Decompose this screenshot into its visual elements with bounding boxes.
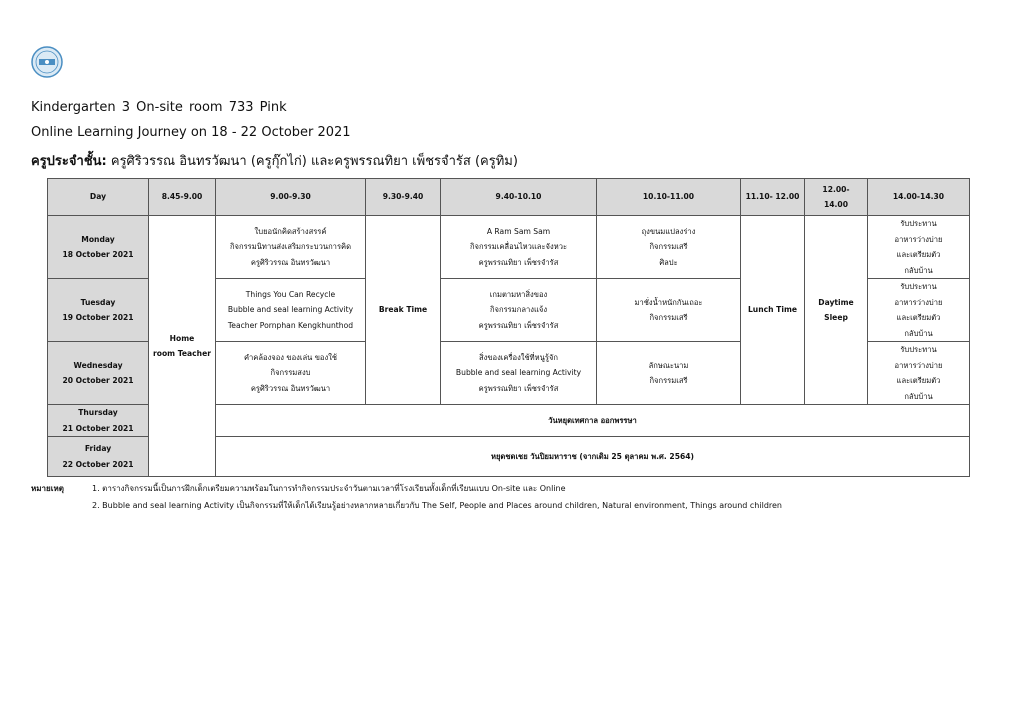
lunch-cell: Lunch Time [741,216,805,405]
header-day: Day [48,179,149,216]
header-0930: 9.30-9.40 [366,179,441,216]
mon-0940: A Ram Sam Sam กิจกรรมเคลื่อนไหวและจังหวะ ครูพรรณทิยา เพ็ชรจำรัส [441,216,597,279]
break-cell: Break Time [366,216,441,405]
header-0940: 9.40-10.10 [441,179,597,216]
tue-0900: Things You Can Recycle Bubble and seal learning Activity Teacher Pornphan Kengkhunthod [216,279,366,342]
header-1400: 14.00-14.30 [868,179,970,216]
header-1010: 10.10-11.00 [597,179,741,216]
tue-1010: มาชั่งน้ำหนักกันเถอะ กิจกรรมเสรี [597,279,741,342]
friday-holiday: หยุดชดเชย วันปิยมหาราช (จากเดิม 25 ตุลาคม พ.ศ. 2564) [216,437,970,477]
header-0845: 8.45-9.00 [149,179,216,216]
teacher-label: ครูประจำชั้น: [31,154,107,169]
note-1: 1. ตารางกิจกรรมนี้เป็นการฝึกเด็กเตรียมความพร้อมในการทำกิจกรรมประจำวันตามเวลาที่โรงเรียนทั้งเด็กที่เรียนแบบ On-site และ Online [92,484,566,493]
notes-label: หมายเหตุ [31,484,64,493]
wed-1400: รับประทาน อาหารว่างบ่าย และเตรียมตัว กลับบ้าน [868,342,970,405]
teacher-names: ครูศิริวรรณ อินทรวัฒนา (ครูกุ๊กไก่) และครูพรรณทิยา เพ็ชรจำรัส (ครูทิม) [110,154,518,169]
thursday-holiday: วันหยุดเทศกาล ออกพรรษา [216,405,970,437]
tue-1400: รับประทาน อาหารว่างบ่าย และเตรียมตัว กลับบ้าน [868,279,970,342]
school-logo [31,46,63,78]
day-monday: Monday 18 October 2021 [48,216,149,279]
row-monday [48,216,970,279]
header-1200: 12.00- 14.00 [805,179,868,216]
class-title: Kindergarten 3 On-site room 733 Pink [31,100,287,115]
mon-1400: รับประทาน อาหารว่างบ่าย และเตรียมตัว กลับบ้าน [868,216,970,279]
wed-0900: คำคล้องจอง ของเล่น ของใช้ กิจกรรมสงบ ครูศิริวรรณ อินทรวัฒนา [216,342,366,405]
day-wednesday: Wednesday 20 October 2021 [48,342,149,405]
note-2: 2. Bubble and seal learning Activity เป็นกิจกรรมที่ให้เด็กได้เรียนรู้อย่างหลากหลายเกี่ยวกับ The Self, People and Places around children, Natural environment, Things around children [92,501,782,510]
sleep-cell: Daytime Sleep [805,216,868,405]
schedule-table [47,178,970,477]
mon-1010: ถุงขนมแปลงร่าง กิจกรรมเสรี ศิลปะ [597,216,741,279]
mon-0900: ใบยอนักคิดสร้างสรรค์ กิจกรรมนิทานส่งเสริมกระบวนการคิด ครูศิริวรรณ อินทรวัฒนา [216,216,366,279]
teachers-line [31,150,518,171]
wed-0940: สิ่งของเครื่องใช้ที่หนูรู้จัก Bubble and seal learning Activity ครูพรรณทิยา เพ็ชรจำรัส [441,342,597,405]
day-tuesday: Tuesday 19 October 2021 [48,279,149,342]
day-friday: Friday 22 October 2021 [48,437,149,477]
day-thursday: Thursday 21 October 2021 [48,405,149,437]
wed-1010: ลักษณะนาม กิจกรรมเสรี [597,342,741,405]
tue-0940: เกมตามหาสิ่งของ กิจกรรมกลางแจ้ง ครูพรรณทิยา เพ็ชรจำรัส [441,279,597,342]
homeroom-cell: Home room Teacher [149,216,216,477]
header-row [48,179,970,216]
header-1110: 11.10- 12.00 [741,179,805,216]
journey-title: Online Learning Journey on 18 - 22 October 2021 [31,125,351,140]
header-0900: 9.00-9.30 [216,179,366,216]
